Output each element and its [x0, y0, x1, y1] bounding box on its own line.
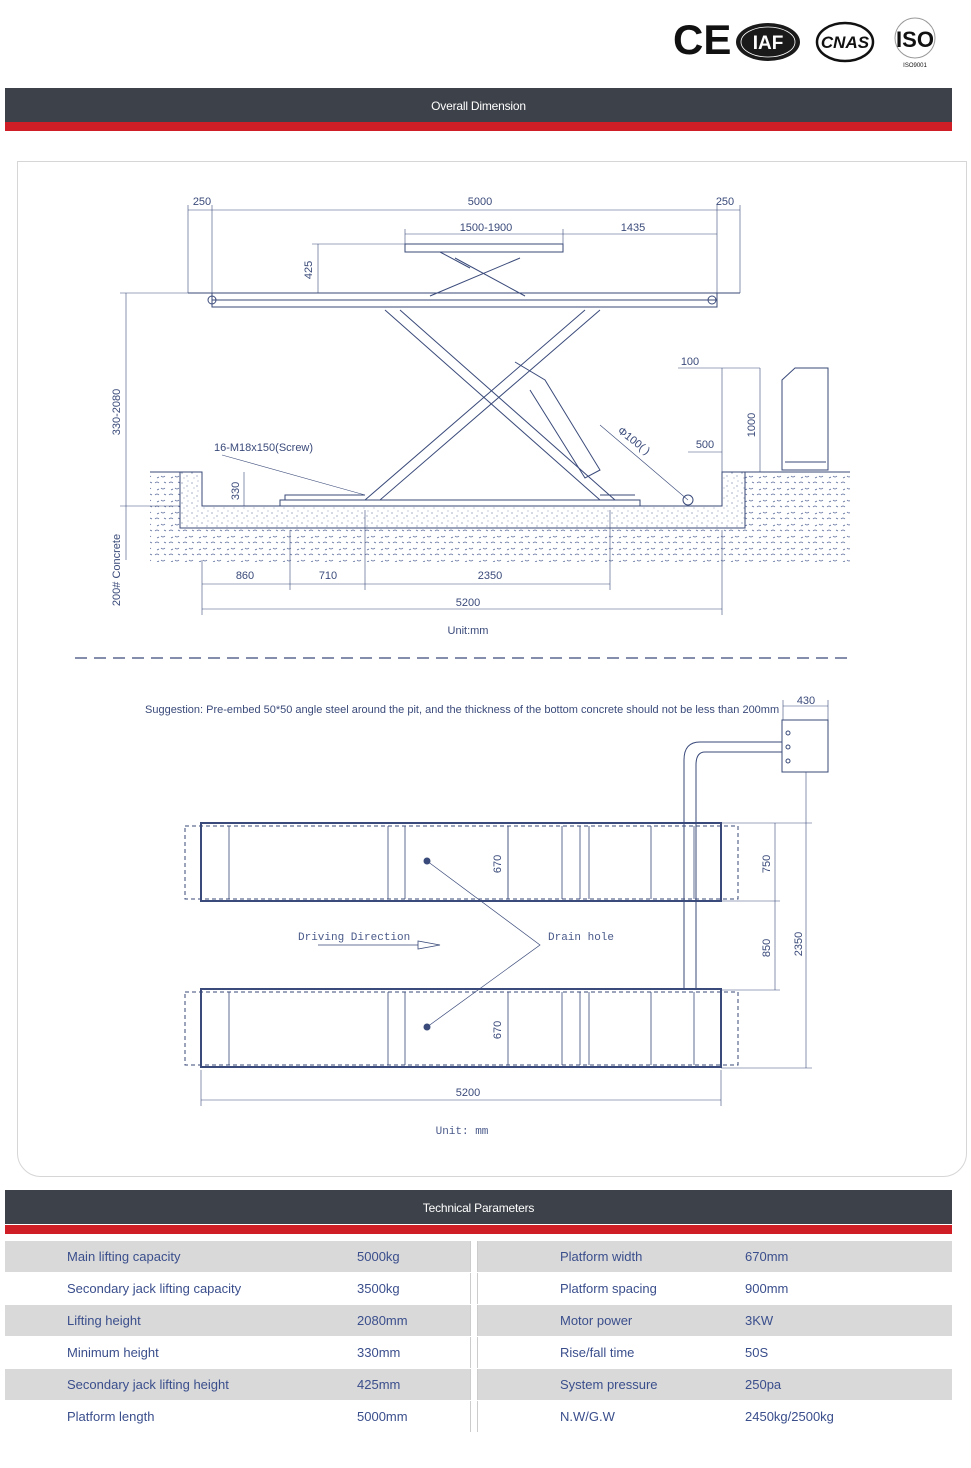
param-value: 900mm: [745, 1273, 952, 1305]
table-row: [478, 1241, 953, 1273]
param-label: Secondary jack lifting height: [5, 1369, 357, 1401]
table-row: [5, 1369, 471, 1401]
table-row: [478, 1401, 953, 1433]
param-label: Platform length: [5, 1401, 357, 1433]
plan-view-drawing: [185, 700, 828, 1106]
param-label: Secondary jack lifting capacity: [5, 1273, 357, 1305]
plan-view-unit: Unit: mm: [435, 1126, 489, 1138]
params-table-left: [5, 1241, 471, 1433]
dim-console-width: 430: [796, 695, 816, 707]
dim-jack-range: 1500-1900: [459, 222, 513, 234]
side-view-drawing: [120, 205, 850, 615]
dim-jack-offset: 1435: [620, 222, 646, 234]
svg-text:IAF: IAF: [752, 33, 784, 54]
param-value: 50S: [745, 1337, 952, 1369]
header-accent-stripe-2: [5, 1225, 952, 1234]
dim-console-height: 1000: [746, 412, 758, 438]
dim-850: 850: [761, 938, 773, 958]
dim-seg3: 2350: [477, 570, 503, 582]
param-label: Minimum height: [5, 1337, 357, 1369]
param-value: 3500kg: [357, 1273, 471, 1305]
driving-direction-label: Driving Direction: [298, 932, 411, 944]
dim-2350: 2350: [793, 931, 805, 957]
param-value: 2450kg/2500kg: [745, 1401, 952, 1433]
dim-lift-range: 330-2080: [111, 388, 123, 436]
dim-right-overhang: 250: [715, 196, 735, 208]
dim-plan-length: 5200: [455, 1087, 481, 1099]
table-row: [5, 1305, 471, 1337]
params-table-right: [477, 1241, 952, 1433]
table-row: [5, 1401, 471, 1433]
dim-pipe-gap: 100: [680, 356, 700, 368]
param-value: 2080mm: [357, 1305, 471, 1337]
table-row: [478, 1305, 953, 1337]
param-label: System pressure: [478, 1369, 746, 1401]
table-row: [5, 1337, 471, 1369]
param-value: 670mm: [745, 1241, 952, 1273]
param-label: Lifting height: [5, 1305, 357, 1337]
dim-platform-width-a: 670: [492, 854, 504, 874]
param-value: 3KW: [745, 1305, 952, 1337]
dim-seg2: 710: [318, 570, 338, 582]
param-label: Motor power: [478, 1305, 746, 1337]
table-row: [5, 1241, 471, 1273]
param-value: 5000mm: [357, 1401, 471, 1433]
param-label: Rise/fall time: [478, 1337, 746, 1369]
dim-pit-depth: 330: [230, 481, 242, 501]
svg-text:CNAS: CNAS: [820, 33, 870, 52]
dim-pit-length: 5200: [455, 597, 481, 609]
technical-parameters-header: [5, 1190, 952, 1224]
dim-pipe-diameter: Φ100( ): [615, 424, 653, 458]
dim-750: 750: [761, 854, 773, 874]
dim-seg1: 860: [235, 570, 255, 582]
dim-total-length: 5000: [467, 196, 493, 208]
drain-hole-label: Drain hole: [548, 932, 615, 944]
dim-platform-width-b: 670: [492, 1020, 504, 1040]
table-row: [5, 1273, 471, 1305]
param-label: Main lifting capacity: [5, 1241, 357, 1273]
overall-dimension-title: Overall Dimension: [431, 99, 526, 113]
dim-concrete: 200# Concrete: [111, 533, 123, 607]
param-value: 330mm: [357, 1337, 471, 1369]
ce-mark-logo: CE: [673, 16, 732, 63]
table-row: [478, 1273, 953, 1305]
dim-screw: 16-M18x150(Screw): [214, 442, 314, 454]
svg-text:ISO9001: ISO9001: [903, 63, 927, 69]
param-label: Platform spacing: [478, 1273, 746, 1305]
param-label: Platform width: [478, 1241, 746, 1273]
table-row: [478, 1337, 953, 1369]
param-label: N.W/G.W: [478, 1401, 746, 1433]
pit-suggestion: Suggestion: Pre-embed 50*50 angle steel around the pit, and the thickness of the bottom concrete should not be less than 200mm: [145, 704, 780, 716]
technical-parameters-title: Technical Parameters: [422, 1201, 535, 1215]
param-value: 5000kg: [357, 1241, 471, 1273]
side-view-unit: Unit:mm: [447, 625, 489, 637]
svg-text:ISO: ISO: [896, 27, 934, 52]
dim-left-overhang: 250: [192, 196, 212, 208]
table-row: [478, 1369, 953, 1401]
param-value: 250pa: [745, 1369, 952, 1401]
param-value: 425mm: [357, 1369, 471, 1401]
dim-jack-height: 425: [303, 260, 315, 280]
dim-console-gap: 500: [695, 439, 715, 451]
